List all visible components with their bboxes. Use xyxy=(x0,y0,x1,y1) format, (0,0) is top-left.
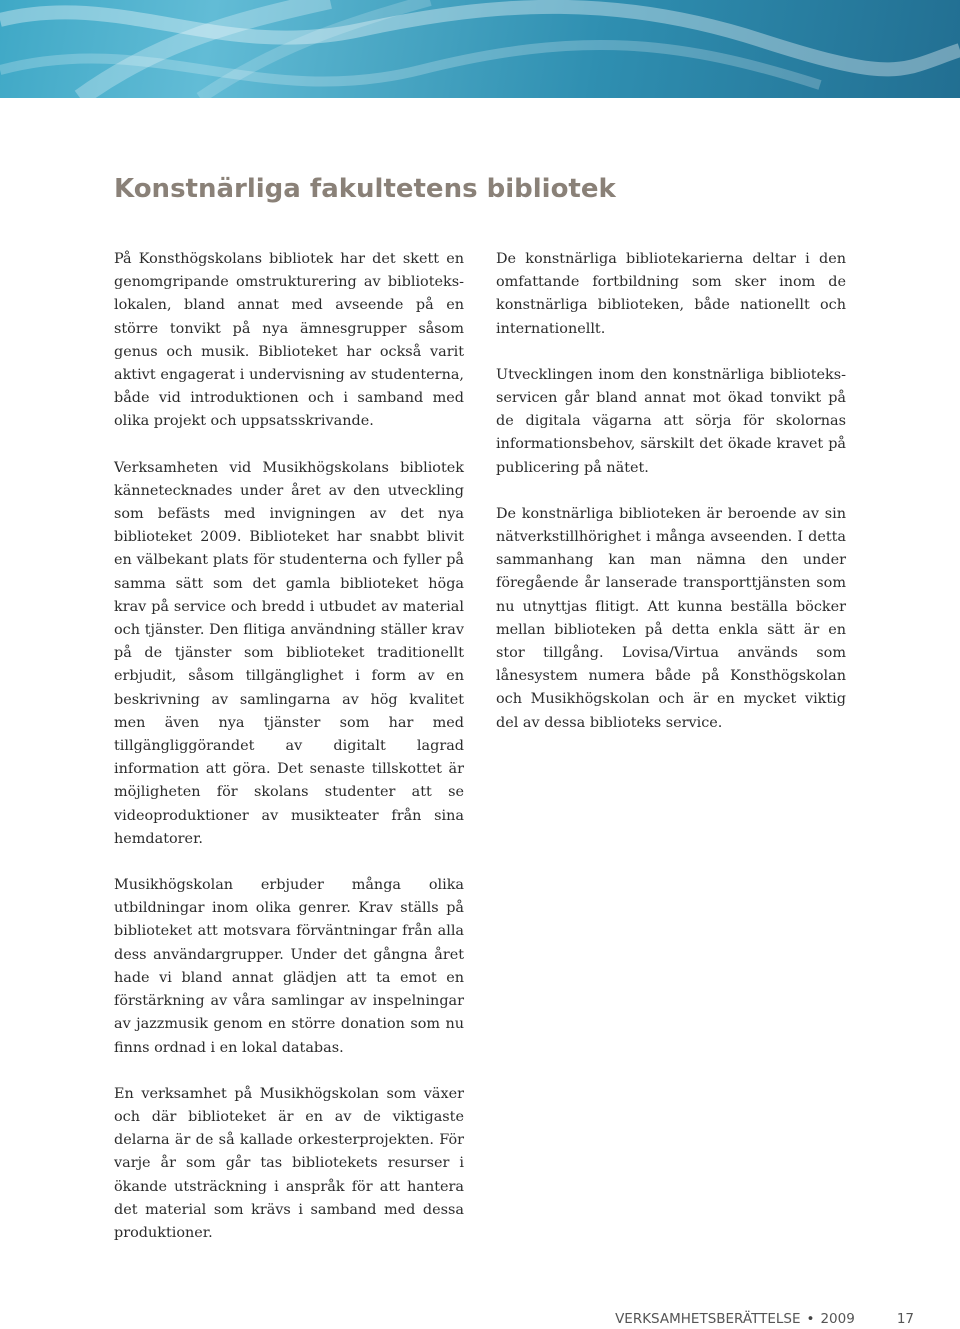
page-title: Konstnärliga fakultetens bibliotek xyxy=(114,174,616,204)
paragraph: De konstnärliga bibliotekarierna deltar i den omfattande fortbildning som sker inom de konstnärliga biblioteken, både nationellt och internationellt. xyxy=(496,251,846,337)
left-column xyxy=(114,248,464,1268)
footer-bullet: • xyxy=(806,1311,815,1327)
page-number: 17 xyxy=(896,1311,914,1327)
right-column xyxy=(496,248,846,758)
paragraph: Musikhögskolan erbjuder många olika utbildningar inom olika genrer. Krav ställs på biblioteket att motsvara förväntningar från alla dess användargrupper. Under det gångna året hade vi bland annat glädjen att ta emot en förstärkning av våra samlingar av inspelningar av jazzmusik genom en större donation som nu finns ordnad i en lokal databas. xyxy=(114,877,464,1056)
paragraph: På Konsthögskolans bibliotek har det skett en genomgripande omstrukturering av bibliotekslokalen, bland annat med avseende på en större tonvikt på nya ämnesgrupper såsom genus och musik. Biblioteket har också varit aktivt engagerat i undervisning av studenterna, både vid introduktionen och i samband med olika projekt och uppsatsskrivande. xyxy=(114,251,464,430)
wave-decoration xyxy=(0,0,960,98)
footer-year: 2009 xyxy=(820,1311,855,1327)
footer-report-title: VERKSAMHETSBERÄTTELSE xyxy=(615,1311,801,1327)
paragraph: Utvecklingen inom den konstnärliga biblioteksservicen går bland annat mot ökad tonvikt på de digitala vägarna att sörja för skolornas informationsbehov, särskilt det ökade kravet på publicering på nätet. xyxy=(496,366,846,476)
page-footer xyxy=(615,1311,914,1327)
paragraph: De konstnärliga biblioteken är beroende av sin nätverkstillhörighet i många avseenden. I detta sammanhang kan man nämna den under föregående år lanserade transporttjänsten som nu utnyttjas flitigt. Att kunna beställa böcker mellan biblioteken på detta enkla sätt är en stor tillgång. Lovisa/Virtua används som lånesystem numera både på Konsthögskolan och Musikhögskolan och är en mycket viktig del av dessa biblioteks service. xyxy=(496,505,846,731)
paragraph: En verksamhet på Musikhögskolan som växer och där biblioteket är en av de viktigaste delarna är de så kallade orkesterprojekten. För varje år som går tas bibliotekets resurser i ökande utsträckning i anspråk för att hantera det material som krävs i samband med dessa produktioner. xyxy=(114,1085,464,1241)
header-banner xyxy=(0,0,960,98)
paragraph: Verksamheten vid Musikhögskolans bibliotek kännetecknades under året av den utveckling som befästs med invigningen av det nya biblioteket 2009. Biblioteket har snabbt blivit en välbekant plats för studenterna och fyller på samma sätt som det gamla biblioteket höga krav på service och bredd i utbudet av material och tjänster. Den flitiga användning ställer krav på de tjänster som biblioteket traditionellt erbjudit, såsom tillgänglighet i form av en beskrivning av samlingarna av hög kvalitet men även nya tjänster som har med tillgängliggörandet av digitalt lagrad information att göra. Det senaste tillskottet är möjligheten för skolans studenter att se videoproduktioner av musikteater från sina hemdatorer. xyxy=(114,459,464,847)
